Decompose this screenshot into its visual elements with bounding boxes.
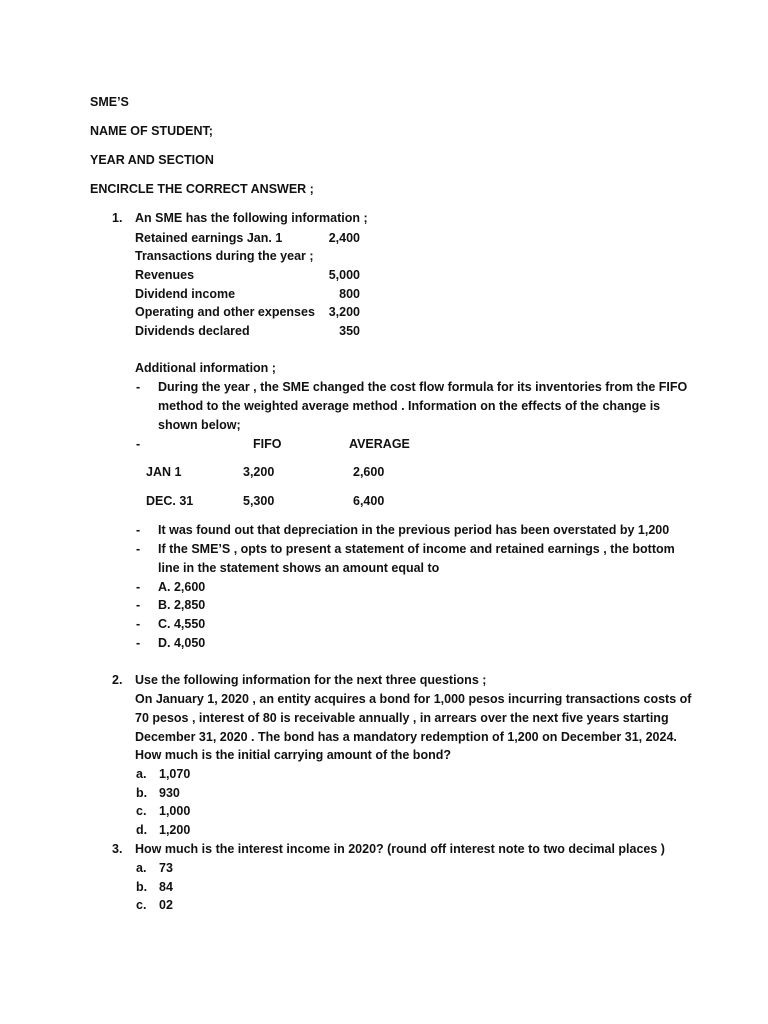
additional-info-heading: Additional information ; bbox=[135, 361, 276, 375]
question-text: December 31, 2020 . The bond has a mandatory redemption of 1,200 on December 31, 2024. bbox=[135, 730, 677, 744]
question-text: On January 1, 2020 , an entity acquires a bond for 1,000 pesos incurring transactions costs of bbox=[135, 692, 692, 706]
option-letter: a. bbox=[136, 861, 147, 875]
info-value: 350 bbox=[339, 324, 360, 338]
option-letter: a. bbox=[136, 767, 147, 781]
info-value: 3,200 bbox=[328, 305, 360, 319]
document-title: SME’S bbox=[90, 95, 129, 109]
bullet-dash: - bbox=[136, 380, 141, 394]
question-number: 3. bbox=[112, 842, 123, 856]
option-letter: c. bbox=[136, 804, 147, 818]
bullet-dash: - bbox=[136, 542, 141, 556]
table-cell-fifo: 3,200 bbox=[243, 465, 275, 479]
bullet-dash: - bbox=[136, 598, 141, 612]
year-section-line: YEAR AND SECTION bbox=[90, 153, 214, 167]
answer-option[interactable]: 1,000 bbox=[159, 804, 191, 818]
info-value: 800 bbox=[339, 287, 360, 301]
info-value: 2,400 bbox=[328, 231, 360, 245]
option-letter: b. bbox=[136, 786, 148, 800]
answer-option[interactable]: 930 bbox=[159, 786, 180, 800]
answer-option[interactable]: 1,200 bbox=[159, 823, 191, 837]
table-header-average: AVERAGE bbox=[349, 437, 410, 451]
bullet-dash: - bbox=[136, 636, 141, 650]
bullet-dash: - bbox=[136, 617, 141, 631]
info-label: Dividend income bbox=[135, 287, 236, 301]
answer-option[interactable]: 84 bbox=[159, 880, 173, 894]
bullet-text: line in the statement shows an amount equal to bbox=[158, 561, 440, 575]
answer-option[interactable]: C. 4,550 bbox=[158, 617, 206, 631]
answer-option[interactable]: B. 2,850 bbox=[158, 598, 206, 612]
student-name-line: NAME OF STUDENT; bbox=[90, 124, 213, 138]
question-number: 2. bbox=[112, 673, 123, 687]
table-cell-fifo: 5,300 bbox=[243, 494, 275, 508]
info-label: Dividends declared bbox=[135, 324, 250, 338]
bullet-dash: - bbox=[136, 523, 141, 537]
table-row-label: DEC. 31 bbox=[146, 494, 194, 508]
answer-option[interactable]: 1,070 bbox=[159, 767, 191, 781]
question-text: How much is the interest income in 2020? (round off interest note to two decimal places ) bbox=[135, 842, 665, 856]
question-text: Use the following information for the next three questions ; bbox=[135, 673, 487, 687]
table-row-label: JAN 1 bbox=[146, 465, 182, 479]
info-label: Operating and other expenses bbox=[135, 305, 315, 319]
bullet-dash: - bbox=[136, 580, 141, 594]
bullet-text: method to the weighted average method . Information on the effects of the change is bbox=[158, 399, 661, 413]
bullet-text: shown below; bbox=[158, 418, 241, 432]
info-label: Transactions during the year ; bbox=[135, 249, 314, 263]
table-header-fifo: FIFO bbox=[253, 437, 282, 451]
bullet-dash: - bbox=[136, 437, 141, 451]
question-text: 70 pesos , interest of 80 is receivable annually , in arrears over the next five years starting bbox=[135, 711, 669, 725]
table-cell-average: 2,600 bbox=[353, 465, 385, 479]
bullet-text: It was found out that depreciation in the previous period has been overstated by 1,200 bbox=[158, 523, 670, 537]
question-text: How much is the initial carrying amount of the bond? bbox=[135, 748, 451, 762]
info-label: Retained earnings Jan. 1 bbox=[135, 231, 283, 245]
answer-option[interactable]: D. 4,050 bbox=[158, 636, 206, 650]
instruction-line: ENCIRCLE THE CORRECT ANSWER ; bbox=[90, 182, 314, 196]
answer-option[interactable]: 02 bbox=[159, 898, 173, 912]
table-cell-average: 6,400 bbox=[353, 494, 385, 508]
option-letter: c. bbox=[136, 898, 147, 912]
answer-option[interactable]: A. 2,600 bbox=[158, 580, 206, 594]
question-number: 1. bbox=[112, 211, 123, 225]
info-value: 5,000 bbox=[328, 268, 360, 282]
bullet-text: If the SME’S , opts to present a statement of income and retained earnings , the bottom bbox=[158, 542, 675, 556]
question-stem: An SME has the following information ; bbox=[135, 211, 368, 225]
option-letter: d. bbox=[136, 823, 148, 837]
info-label: Revenues bbox=[135, 268, 195, 282]
bullet-text: During the year , the SME changed the cost flow formula for its inventories from the FIFO bbox=[158, 380, 688, 394]
option-letter: b. bbox=[136, 880, 148, 894]
answer-option[interactable]: 73 bbox=[159, 861, 173, 875]
